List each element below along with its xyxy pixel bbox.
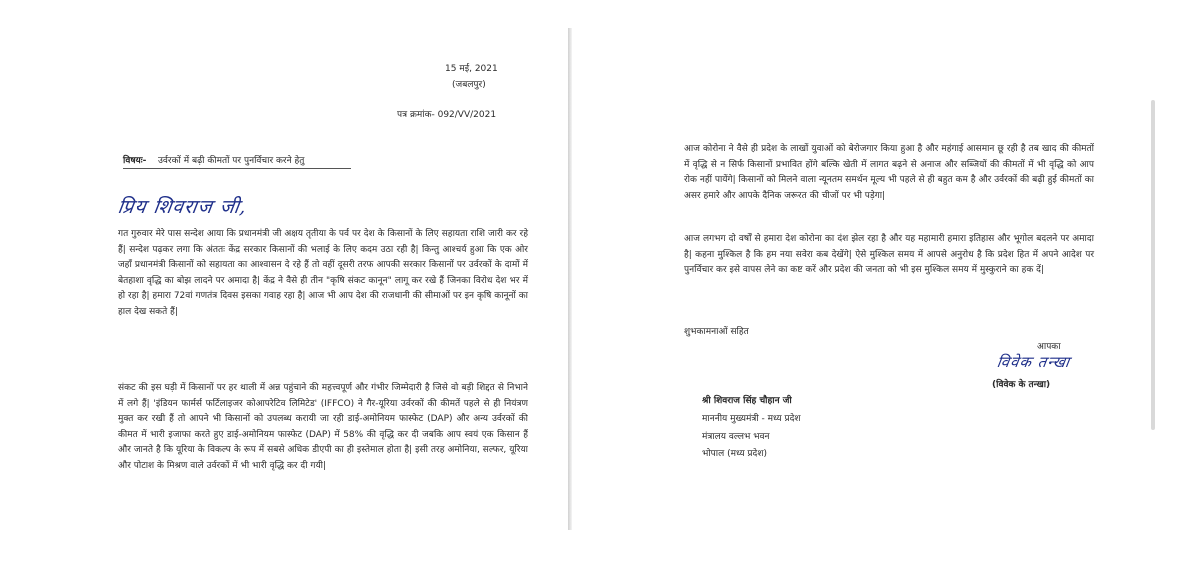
left-paragraph-1: गत गुरुवार मेरे पास सन्देश आया कि प्रधानमंत्री जी अक्षय तृतीया के पर्व पर देश के किसानों के लिए सहायता राशि जारी कर रहे हैं| सन्देश पढ़कर लगा कि अंततः केंद्र सरकार किसानों की भलाई के लिए कदम उठा रही है| किन्तु आश्चर्य हुआ कि एक ओर जहाँ प्रधानमंत्री किसानों को सहायता का आश्वासन दे रहे हैं तो वहीं दूसरी तरफ आपकी सरकार किसानों पर उर्वरकों के दामों में बेतहाशा वृद्धि का बोझ लादने पर अमादा है| केंद्र ने वैसे ही तीन "कृषि संकट कानून" लागू कर रखे हैं जिनका विरोध देश भर में हो रहा है| हमारा 72वां गणतंत्र दिवस इसका गवाह रहा है| आज भी आप देश की राजधानी की सीमाओं पर इन कृषि कानूनों का हाल देख सकते हैं| (118, 229, 528, 317)
letter-place: (जबलपुर) (452, 80, 486, 90)
letter-page-2 (622, 22, 1162, 548)
right-paragraph-2: आज लगभग दो वर्षों से हमारा देश कोरोना का दंश झेल रहा है और यह महामारी हमारा इतिहास और भूगोल बदलने पर अमादा है| कहना मुश्किल है कि हम नया सवेरा कब देखेंगे| ऐसे मुश्किल समय में आपसे अनुरोध है कि प्रदेश हित में अपने आदेश पर पुनर्विचार कर इसे वापस लेने का कष्ट करें और प्रदेश की जनता को भी इस मुश्किल समय में मुस्कुराने का हक दें| (684, 234, 1094, 275)
letter-page-1 (40, 22, 572, 548)
letter-date: 15 मई, 2021 (445, 64, 498, 74)
recipient-name: श्री शिवराज सिंह चौहान जी (702, 396, 792, 406)
subject-text: उर्वरकों में बढ़ी कीमतों पर पुनर्विचार करने हेतु (158, 156, 305, 166)
right-paragraph-1: आज कोरोना ने वैसे ही प्रदेश के लाखों युवाओं को बेरोजगार किया हुआ है और महंगाई आसमान छू रही है तब खाद की कीमतों में वृद्धि से न सिर्फ किसानों प्रभावित होंगे बल्कि खेती में लागत बढ़ने से अनाज और सब्जियों की कीमतों में भी वृद्धि को आप रोक नहीं पायेंगे| किसानों को मिलने वाला न्यूनतम समर्थन मूल्य भी पहले से ही बहुत कम है और उर्वरकों की बढ़ी हुई कीमतों का असर हमारे और आपके दैनिक जरूरत की चीजों पर भी पड़ेगा| (684, 144, 1094, 201)
subject-label: विषयः- (123, 156, 147, 166)
sender-name: (विवेक के तन्खा) (992, 380, 1051, 390)
left-paragraph-2: संकट की इस घड़ी में किसानों पर हर थाली में अन्न पहुंचाने की महत्त्वपूर्ण और गंभीर जिम्मेदारी है जिसे वो बड़ी शिद्दत से निभाने में लगे हैं| 'इंडियन फार्मर्स फर्टिलाइजर कोआपरेटिव लिमिटेड' (IFFCO) ने गैर-यूरिया उर्वरकों की कीमतें पहले से ही नियंत्रण मुक्त कर रखी हैं तो आपने भी किसानों को उपलब्ध करायी जा रही डाई-अमोनियम फास्फेट (DAP) और अन्य उर्वरकों की कीमत में भारी इजाफा करते हुए डाई-अमोनियम फास्फेट (DAP) में 58% की वृद्धि कर दी जबकि आप स्वयं एक किसान हैं और जानते है कि यूरिया के विकल्प के रूप में सबसे अधिक डीएपी का ही इस्तेमाल होता है| इसी तरह अमोनिया, सल्फर, यूरिया और पोटाश के मिश्रण वाले उर्वरकों में भी भारी वृद्धि कर दी गयी| (118, 383, 528, 471)
reference-number: पत्र क्रमांक- 092/VV/2021 (397, 110, 497, 120)
subject-underline (123, 168, 351, 169)
signature: विवेक तन्खा (995, 353, 1072, 371)
salutation: प्रिय शिवराज जी, (116, 196, 249, 218)
recipient-title: माननीय मुख्यमंत्री - मध्य प्रदेश (702, 414, 801, 424)
recipient-city: भोपाल (मध्य प्रदेश) (702, 449, 767, 459)
yours-text: आपका (1037, 342, 1061, 352)
left-page-right-edge (568, 28, 572, 530)
recipient-office: मंत्रालय वल्लभ भवन (702, 432, 770, 442)
closing-text: शुभकामनाओं सहित (684, 327, 749, 337)
scrollbar[interactable] (1151, 100, 1155, 430)
